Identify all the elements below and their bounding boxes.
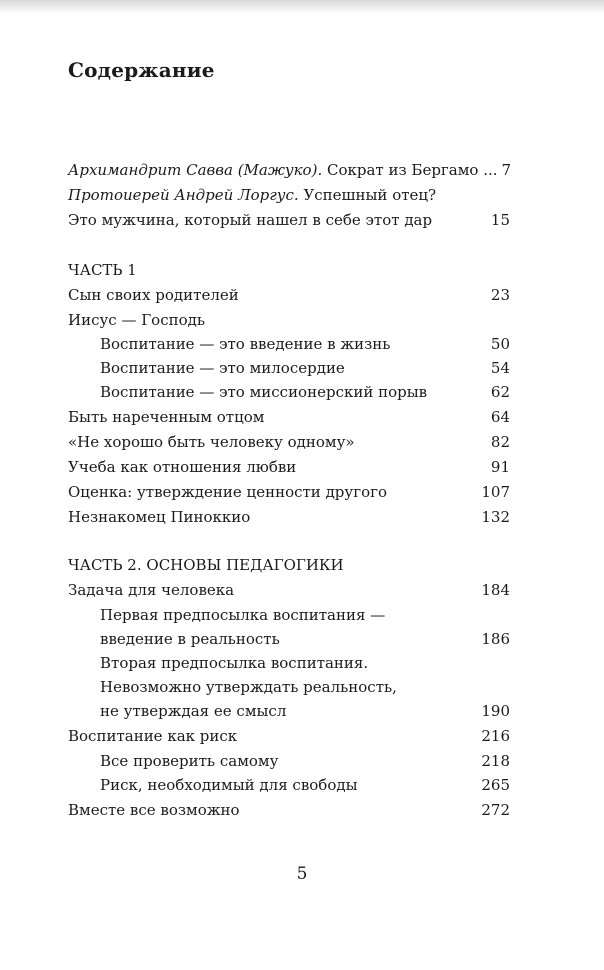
entry-page: 132 bbox=[481, 508, 510, 526]
entry-title: Воспитание — это милосердие bbox=[100, 359, 345, 377]
toc-entry[interactable] bbox=[100, 699, 510, 723]
entry-page: 54 bbox=[490, 359, 510, 377]
part1-heading: ЧАСТЬ 1 bbox=[68, 261, 137, 279]
entry-title: Задача для человека bbox=[68, 581, 235, 599]
entry-title: Вторая предпосылка воспитания. bbox=[100, 654, 369, 672]
entry-page: 107 bbox=[481, 483, 510, 501]
toc-entry[interactable] bbox=[100, 749, 510, 773]
entry-title: Воспитание — это миссионерский порыв bbox=[100, 383, 428, 401]
entry-page: 62 bbox=[490, 383, 510, 401]
entry-title: Иисус — Господь bbox=[68, 311, 206, 329]
entry-title: Все проверить самому bbox=[100, 752, 279, 770]
toc-entry-savva[interactable] bbox=[68, 158, 510, 182]
entry-title: Быть нареченным отцом bbox=[68, 408, 265, 426]
entry-page: 218 bbox=[481, 752, 510, 770]
entry-title: введение в реальность bbox=[100, 630, 280, 648]
entry-page: 15 bbox=[490, 211, 510, 229]
toc-entry[interactable] bbox=[68, 308, 510, 332]
entry-author: Архимандрит Савва (Мажуко). bbox=[68, 161, 323, 179]
toc-entry[interactable] bbox=[100, 675, 510, 699]
toc-entry[interactable] bbox=[68, 798, 510, 822]
entry-title: Незнакомец Пиноккио bbox=[68, 508, 251, 526]
entry-page: 23 bbox=[490, 286, 510, 304]
toc-entry[interactable] bbox=[100, 380, 510, 404]
entry-title: Риск, необходимый для свободы bbox=[100, 776, 358, 794]
toc-entry[interactable] bbox=[68, 405, 510, 429]
entry-title: Воспитание как риск bbox=[68, 727, 238, 745]
entry-page: 190 bbox=[481, 702, 510, 720]
toc-entry[interactable] bbox=[68, 724, 510, 748]
entry-page: 7 bbox=[501, 161, 512, 179]
entry-title: Учеба как отношения любви bbox=[68, 458, 297, 476]
entry-page: 91 bbox=[490, 458, 510, 476]
entry-title: Воспитание — это введение в жизнь bbox=[100, 335, 391, 353]
entry-page: 64 bbox=[490, 408, 510, 426]
toc-entry-lorgus-cont[interactable] bbox=[68, 208, 510, 232]
toc-entry[interactable] bbox=[68, 283, 510, 307]
toc-entry[interactable] bbox=[100, 332, 510, 356]
entry-title: не утверждая ее смысл bbox=[100, 702, 287, 720]
entry-page: 184 bbox=[481, 581, 510, 599]
entry-author: Протоиерей Андрей Лоргус. bbox=[68, 186, 299, 204]
page-title: Содержание bbox=[68, 58, 215, 82]
entry-title: Оценка: утверждение ценности другого bbox=[68, 483, 388, 501]
toc-entry[interactable] bbox=[100, 627, 510, 651]
entry-page: 82 bbox=[490, 433, 510, 451]
toc-entry[interactable] bbox=[68, 505, 510, 529]
toc-entry[interactable] bbox=[100, 356, 510, 380]
entry-page: 216 bbox=[481, 727, 510, 745]
entry-title: Первая предпосылка воспитания — bbox=[100, 606, 386, 624]
part2-heading: ЧАСТЬ 2. ОСНОВЫ ПЕДАГОГИКИ bbox=[68, 556, 344, 574]
entry-title: Это мужчина, который нашел в себе этот дар bbox=[68, 211, 433, 229]
entry-title: Невозможно утверждать реальность, bbox=[100, 678, 397, 696]
toc-entry[interactable] bbox=[100, 773, 510, 797]
entry-page: 50 bbox=[490, 335, 510, 353]
entry-title: Сын своих родителей bbox=[68, 286, 239, 304]
toc-entry[interactable] bbox=[68, 430, 510, 454]
entry-page: 265 bbox=[481, 776, 510, 794]
toc-entry[interactable] bbox=[68, 480, 510, 504]
page-number: 5 bbox=[296, 864, 308, 884]
toc-entry[interactable] bbox=[68, 578, 510, 602]
entry-title: Успешный отец? bbox=[298, 186, 437, 204]
entry-page: 186 bbox=[481, 630, 510, 648]
entry-title: «Не хорошо быть человеку одному» bbox=[68, 433, 355, 451]
toc-entry[interactable] bbox=[100, 603, 510, 627]
entry-title: Сократ из Бергамо ... bbox=[322, 161, 498, 179]
page-top-shadow bbox=[0, 0, 604, 14]
entry-page: 272 bbox=[481, 801, 510, 819]
entry-title: Вместе все возможно bbox=[68, 801, 240, 819]
toc-entry[interactable] bbox=[100, 651, 510, 675]
toc-entry[interactable] bbox=[68, 455, 510, 479]
toc-entry-lorgus[interactable] bbox=[68, 183, 510, 207]
